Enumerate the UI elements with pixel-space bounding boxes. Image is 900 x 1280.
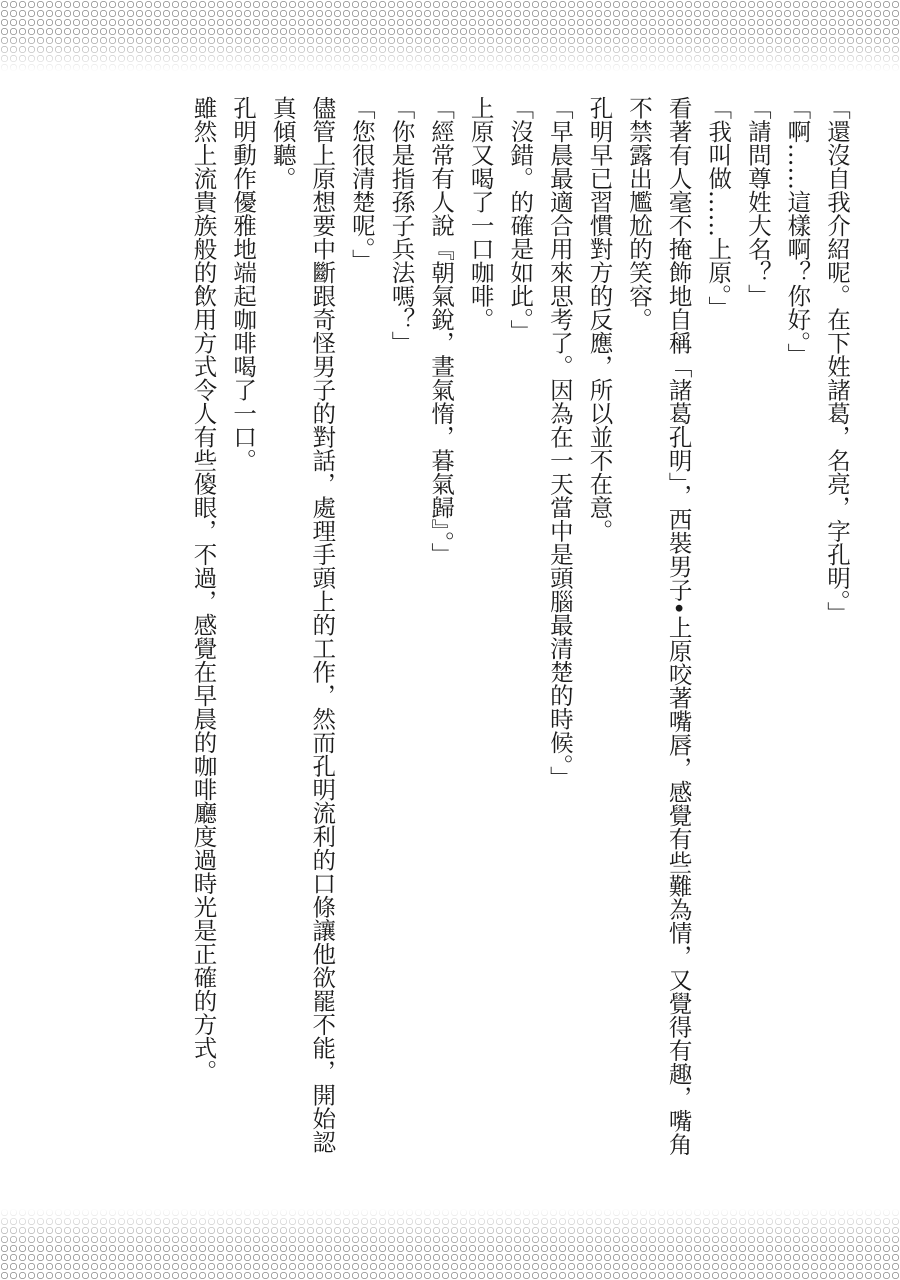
paragraph: 雖然上流貴族般的飲用方式令人有些傻眼，不過，感覺在早晨的咖啡廳度過時光是正確的方式。 bbox=[189, 96, 218, 1083]
paragraph: 「還沒自我介紹呢。在下姓諸葛，名亮，字孔明。」 bbox=[823, 96, 851, 625]
paragraph: 「我叫做……上原。」 bbox=[704, 96, 733, 320]
top-decorative-border bbox=[0, 0, 900, 72]
paragraph: 孔明早已習慣對方的反應，所以並不在意。 bbox=[585, 96, 614, 543]
paragraph: 「啊……這樣啊？你好。」 bbox=[783, 96, 812, 367]
novel-text-column bbox=[183, 96, 856, 1176]
paragraph: 看著有人毫不掩飾地自稱「諸葛孔明」，西裝男子•上原咬著嘴唇，感覺有些難為情，又覺得有趣，嘴角不禁露出尷尬的笑容。 bbox=[625, 96, 693, 1156]
paragraph: 「早晨最適合用來思考了。因為在一天當中是頭腦最清楚的時候。」 bbox=[545, 96, 574, 790]
paragraph: 孔明動作優雅地端起咖啡喝了一口。 bbox=[229, 96, 258, 472]
bottom-decorative-border bbox=[0, 1208, 900, 1280]
paragraph: 儘管上原想要中斷跟奇怪男子的對話，處理手頭上的工作，然而孔明流利的口條讓他欲罷不能，開始認真傾聽。 bbox=[268, 96, 337, 1154]
paragraph: 「你是指孫子兵法嗎？」 bbox=[387, 96, 416, 355]
paragraph: 「經常有人說『朝氣銳，晝氣惰，暮氣歸』。」 bbox=[427, 96, 456, 566]
paragraph: 「沒錯。的確是如此。」 bbox=[506, 96, 535, 343]
paragraph: 「您很清楚呢。」 bbox=[347, 96, 376, 273]
paragraph: 上原又喝了一口咖啡。 bbox=[466, 96, 495, 331]
paragraph: 「請問尊姓大名？」 bbox=[743, 96, 772, 308]
